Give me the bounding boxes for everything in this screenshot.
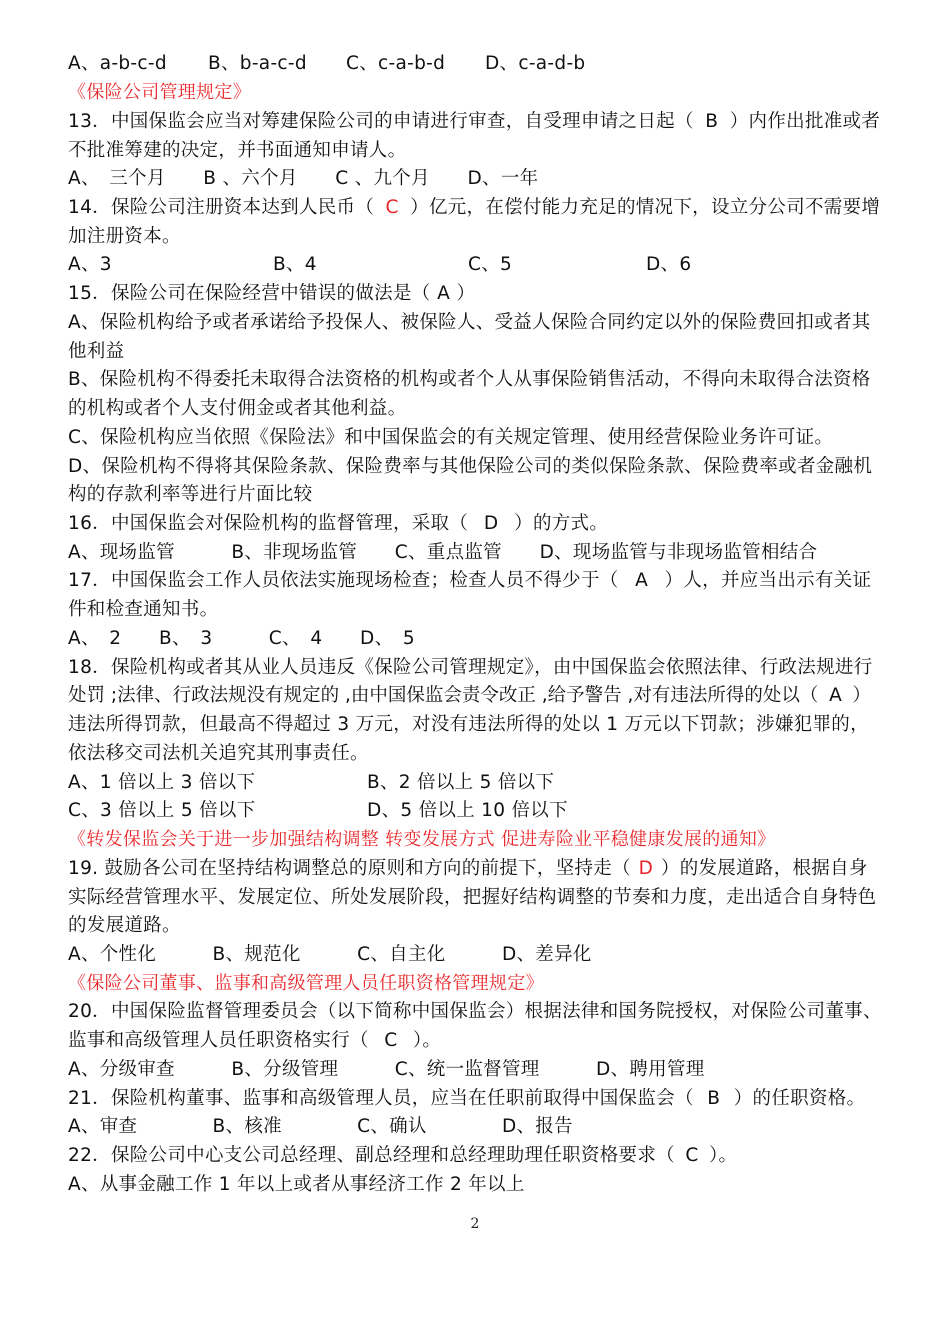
section-heading: 《保险公司管理规定》: [68, 82, 251, 103]
option-d: D、6: [646, 254, 692, 275]
option-d: D、c-a-d-b: [485, 53, 586, 74]
question-18-line-4: 依法移交司法机关追究其刑事责任。: [68, 743, 369, 764]
question-19-line-3: 的发展道路。: [68, 915, 181, 936]
question-22-line-1: 22．保险公司中心支公司总经理、副总经理和总经理助理任职资格要求（ C ）。: [68, 1142, 737, 1170]
answer-q21: B: [707, 1088, 721, 1109]
question-15-option-d-1: D、保险机构不得将其保险条款、保险费率与其他保险公司的类似保险条款、保险费率或者金融机: [68, 456, 873, 477]
option-a: A、3: [68, 254, 112, 275]
answer-q16: D: [483, 513, 499, 534]
answer-q22: C: [685, 1145, 699, 1166]
question-16-options: A、现场监管 B、非现场监管 C、重点监管 D、现场监管与非现场监管相结合: [68, 542, 818, 563]
question-19-line-2: 实际经营管理水平、发展定位、所处发展阶段，把握好结构调整的节奏和力度，走出适合自身特色: [68, 887, 877, 908]
option-b: B、4: [273, 254, 317, 275]
question-17-line-2: 件和检查通知书。: [68, 599, 219, 620]
question-20-line-1: 20．中国保险监督管理委员会（以下简称中国保监会）根据法律和国务院授权，对保险公司董事、: [68, 1001, 882, 1022]
option-c: C、c-a-b-d: [346, 53, 446, 74]
question-15-option-b-2: 的机构或者个人支付佣金或者其他利益。: [68, 398, 407, 419]
section-heading: 《保险公司董事、监事和高级管理人员任职资格管理规定》: [68, 973, 544, 994]
question-21-line-1: 21．保险机构董事、监事和高级管理人员，应当在任职前取得中国保监会（ B ）的任职资格。: [68, 1085, 865, 1113]
answer-q19: D: [638, 858, 654, 879]
question-15-option-a-2: 他利益: [68, 341, 125, 362]
question-21-options: A、审查 B、核准 C、确认 D、报告: [68, 1116, 573, 1137]
question-17-line-1: 17．中国保监会工作人员依法实施现场检查；检查人员不得少于（ A ）人，并应当出示有关证: [68, 567, 871, 595]
question-17-options: A、 2 B、 3 C、 4 D、 5: [68, 628, 415, 649]
question-19-line-1: 19. 鼓励各公司在坚持结构调整总的原则和方向的前提下，坚持走（ D ）的发展道路，根据自身: [68, 855, 868, 883]
question-14-line-1: 14．保险公司注册资本达到人民币（ C ）亿元，在偿付能力充足的情况下，设立分公司不需要增: [68, 194, 880, 222]
question-20-options: A、分级审查 B、分级管理 C、统一监督管理 D、聘用管理: [68, 1059, 705, 1080]
option-b: B、2 倍以上 5 倍以下: [367, 772, 555, 793]
question-15-line-1: 15．保险公司在保险经营中错误的做法是（ A ）: [68, 280, 475, 308]
question-18-line-3: 违法所得罚款，但最高不得超过 3 万元，对没有违法所得的处以 1 万元以下罚款；涉嫌犯罪的，: [68, 714, 869, 735]
question-16-line-1: 16．中国保监会对保险机构的监督管理，采取（ D ）的方式。: [68, 510, 608, 538]
question-20-line-2: 监事和高级管理人员任职资格实行（ C ）。: [68, 1027, 441, 1055]
question-13-line-1: 13．中国保监会应当对筹建保险公司的申请进行审查，自受理申请之日起（ B ）内作出批准或者: [68, 108, 880, 136]
answer-q14: C: [385, 197, 399, 218]
question-13-line-2: 不批准筹建的决定，并书面通知申请人。: [68, 140, 407, 161]
answer-q20: C: [384, 1030, 398, 1051]
question-22-option-a: A、从事金融工作 1 年以上或者从事经济工作 2 年以上: [68, 1174, 525, 1195]
question-15-option-c: C、保险机构应当依照《保险法》和中国保监会的有关规定管理、使用经营保险业务许可证。: [68, 427, 834, 448]
question-14-line-2: 加注册资本。: [68, 226, 181, 247]
option-c: C、3 倍以上 5 倍以下: [68, 800, 256, 821]
question-18-line-1: 18．保险机构或者其从业人员违反《保险公司管理规定》，由中国保监会依照法律、行政法规进行: [68, 657, 873, 678]
option-c: C、5: [468, 254, 513, 275]
answer-q13: B: [705, 111, 719, 132]
option-a: A、1 倍以上 3 倍以下: [68, 772, 256, 793]
question-15-option-d-2: 构的存款利率等进行片面比较: [68, 484, 313, 505]
question-15-option-a-1: A、保险机构给予或者承诺给予投保人、被保险人、受益人保险合同约定以外的保险费回扣或者其: [68, 312, 871, 333]
question-19-options: A、个性化 B、规范化 C、自主化 D、差异化: [68, 944, 592, 965]
question-15-option-b-1: B、保险机构不得委托未取得合法资格的机构或者个人从事保险销售活动，不得向未取得合法资格: [68, 369, 871, 390]
option-d: D、5 倍以上 10 倍以下: [367, 800, 568, 821]
answer-q17: A: [635, 570, 649, 591]
option-a: A、a-b-c-d: [68, 53, 167, 74]
section-heading: 《转发保监会关于进一步加强结构调整 转变发展方式 促进寿险业平稳健康发展的通知》: [68, 829, 776, 850]
answer-q18: A: [829, 685, 842, 706]
question-13-options: A、 三个月 B 、六个月 C 、九个月 D、一年: [68, 168, 539, 189]
answer-q15: A: [437, 283, 451, 304]
option-b: B、b-a-c-d: [208, 53, 307, 74]
page-number: 2: [470, 1216, 480, 1232]
question-18-line-2: 处罚 ;法律、行政法规没有规定的 ,由中国保监会责令改正 ,给予警告 ,对有违法所得的处以（ A ）: [68, 682, 871, 710]
